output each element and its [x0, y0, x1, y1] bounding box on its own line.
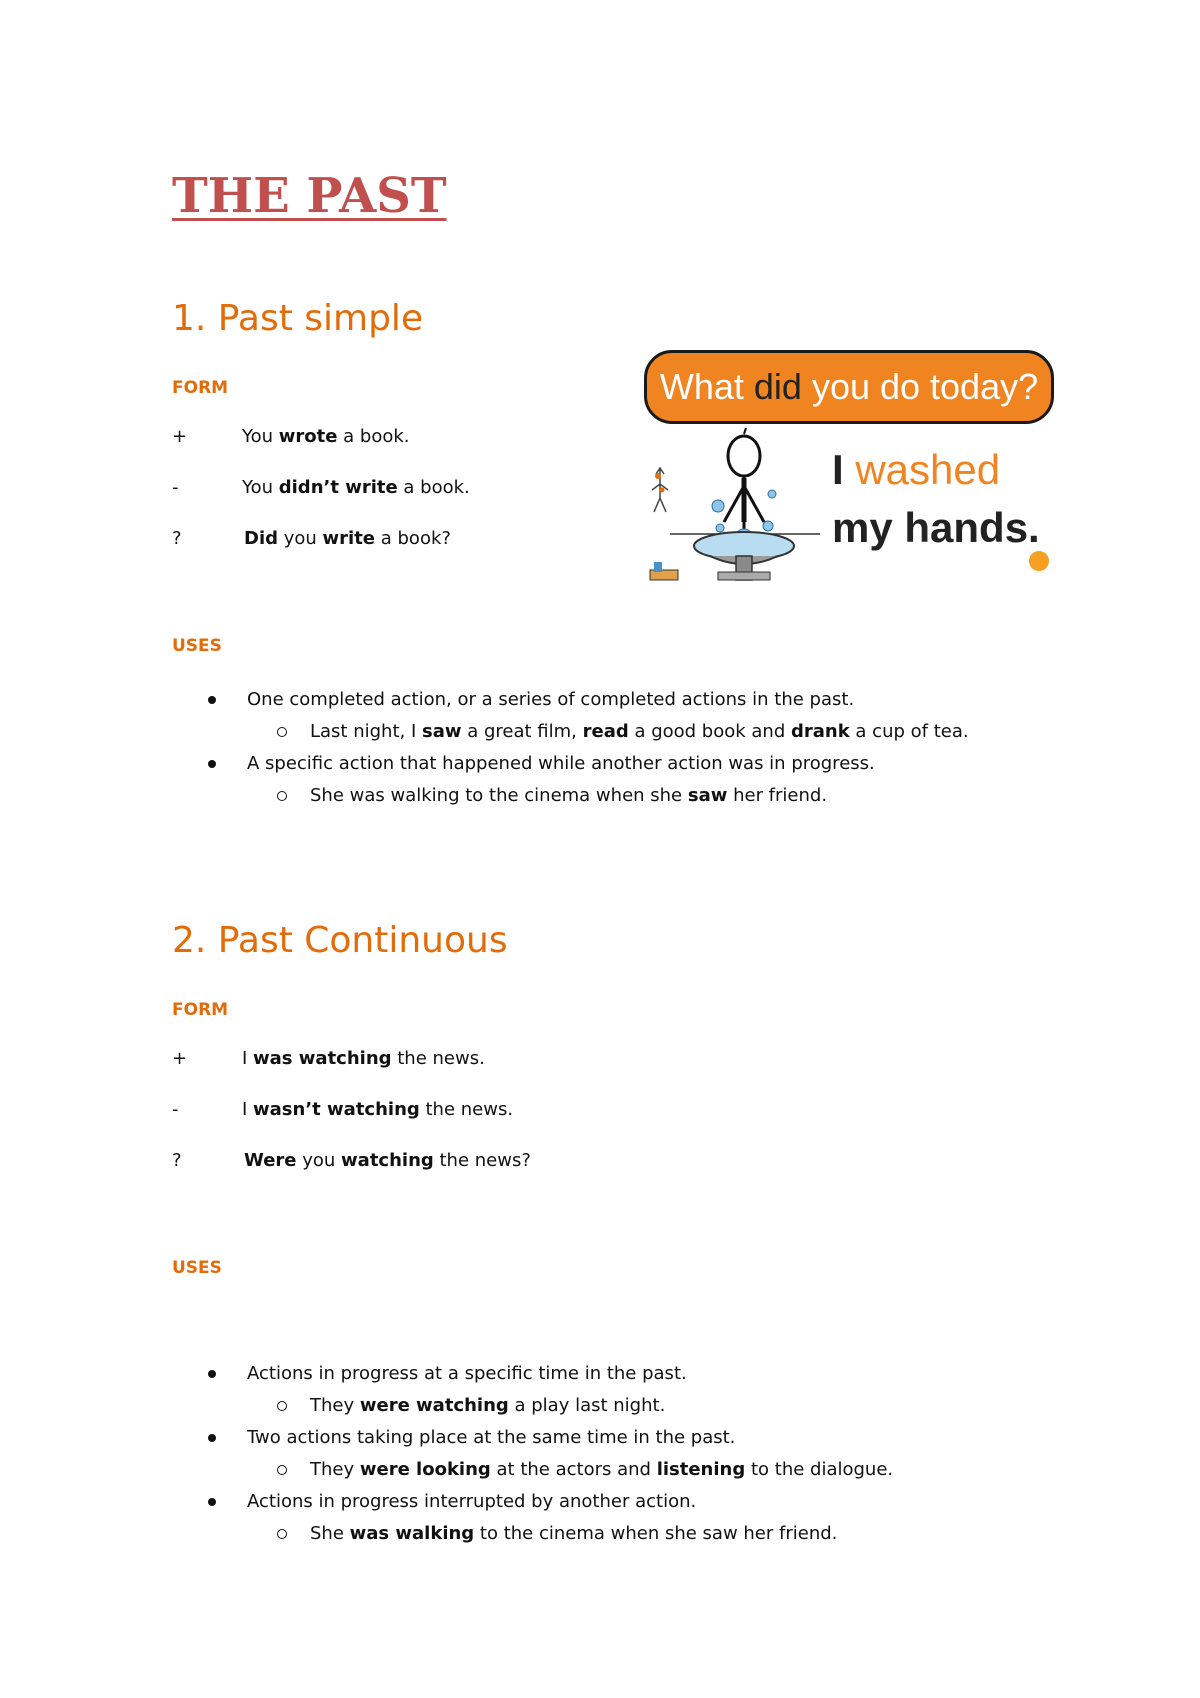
sub-list-item	[200, 780, 969, 812]
answer-pronoun: I	[832, 446, 856, 493]
sub-list-item	[200, 716, 969, 748]
form-sign: -	[172, 1099, 179, 1120]
circle-bullet-icon	[277, 727, 287, 737]
bold-text: were looking	[359, 1459, 491, 1480]
form-row	[172, 426, 410, 452]
text-segment: She was walking to the cinema when she	[310, 785, 688, 806]
uses-list-past-simple	[200, 684, 969, 812]
form-label-past-continuous: FORM	[172, 1000, 229, 1020]
bullet-icon	[208, 760, 216, 768]
text-segment: She	[310, 1523, 350, 1544]
form-row	[172, 1048, 485, 1074]
circle-bullet-icon	[277, 791, 287, 801]
form-sentence	[242, 426, 410, 447]
form-sentence	[244, 1150, 531, 1171]
bubble-segment: What	[659, 366, 754, 407]
text-segment: Actions in progress interrupted by another action.	[247, 1491, 697, 1512]
text-segment: her friend.	[727, 785, 828, 806]
list-item	[200, 1486, 893, 1518]
bold-text: was watching	[253, 1048, 392, 1069]
text-segment: a book.	[397, 477, 470, 498]
form-sign: -	[172, 477, 179, 498]
text-segment: A specific action that happened while another action was in progress.	[247, 753, 875, 774]
logo-icon	[1028, 550, 1050, 572]
text-segment: One completed action, or a series of completed actions in the past.	[247, 689, 855, 710]
text-segment: a book?	[375, 528, 451, 549]
stick-figure-washing-hands-image	[640, 410, 830, 582]
text-segment: Last night, I	[310, 721, 422, 742]
form-row	[172, 477, 470, 503]
text-segment: you	[278, 528, 323, 549]
list-item	[200, 1422, 893, 1454]
bullet-icon	[208, 1498, 216, 1506]
text-segment: Two actions taking place at the same time in the past.	[247, 1427, 736, 1448]
form-row	[172, 1099, 513, 1125]
text-segment: a book.	[337, 426, 410, 447]
bold-text: didn’t write	[278, 477, 398, 498]
bullet-icon	[208, 1370, 216, 1378]
bold-text: write	[322, 528, 376, 549]
list-item	[200, 748, 969, 780]
text-segment: They	[310, 1395, 360, 1416]
section-heading-past-simple: 1. Past simple	[172, 298, 424, 339]
bold-text: was walking	[349, 1523, 475, 1544]
text-segment: to the dialogue.	[745, 1459, 894, 1480]
uses-list-past-continuous	[200, 1358, 893, 1550]
bold-text: read	[582, 721, 629, 742]
form-sentence	[242, 1099, 513, 1120]
text-segment: you	[296, 1150, 342, 1171]
text-segment: a good book and	[628, 721, 791, 742]
text-segment: You	[242, 426, 279, 447]
form-row	[172, 528, 451, 554]
list-item	[200, 1358, 893, 1390]
form-label-past-simple: FORM	[172, 378, 229, 398]
section-heading-past-continuous: 2. Past Continuous	[172, 920, 508, 961]
uses-label-past-continuous: USES	[172, 1258, 222, 1278]
form-sentence	[244, 528, 451, 549]
bullet-icon	[208, 696, 216, 704]
sub-list-item	[200, 1390, 893, 1422]
form-sign: +	[172, 426, 188, 447]
sub-list-item	[200, 1454, 893, 1486]
form-sign: ?	[172, 1150, 182, 1171]
text-segment: to the cinema when she saw her friend.	[474, 1523, 838, 1544]
bold-text: saw	[422, 721, 462, 742]
form-row	[172, 1150, 531, 1176]
speech-bubble-text	[660, 366, 1038, 408]
text-segment: the news.	[391, 1048, 485, 1069]
text-segment: They	[310, 1459, 360, 1480]
text-segment: Actions in progress at a specific time in the past.	[247, 1363, 687, 1384]
text-segment: at the actors and	[490, 1459, 657, 1480]
text-segment: the news?	[433, 1150, 531, 1171]
page-title: THE PAST	[172, 168, 447, 224]
bold-text: Were	[244, 1150, 297, 1171]
form-sign: ?	[172, 528, 182, 549]
bubble-highlight: did	[753, 366, 802, 407]
text-segment: I	[242, 1099, 254, 1120]
text-segment: I	[242, 1048, 254, 1069]
bold-text: listening	[656, 1459, 746, 1480]
uses-label-past-simple: USES	[172, 636, 222, 656]
text-segment: a great film,	[461, 721, 583, 742]
form-sign: +	[172, 1048, 188, 1069]
text-segment: the news.	[419, 1099, 514, 1120]
form-sentence	[242, 1048, 485, 1069]
bold-text: wasn’t watching	[253, 1099, 420, 1120]
answer-verb: washed	[855, 446, 1001, 493]
circle-bullet-icon	[277, 1401, 287, 1411]
text-segment: a cup of tea.	[849, 721, 969, 742]
sub-list-item	[200, 1518, 893, 1550]
bold-text: Did	[244, 528, 278, 549]
bubble-segment: you do today?	[801, 366, 1039, 407]
bold-text: drank	[791, 721, 850, 742]
bold-text: watching	[341, 1150, 434, 1171]
form-sentence	[242, 477, 470, 498]
text-segment: You	[242, 477, 279, 498]
illustration	[640, 346, 1086, 582]
list-item	[200, 684, 969, 716]
answer-line-2: my hands.	[832, 504, 1040, 551]
bold-text: saw	[687, 785, 728, 806]
bold-text: wrote	[278, 426, 338, 447]
circle-bullet-icon	[277, 1529, 287, 1539]
answer-line-1	[832, 446, 1000, 494]
bold-text: were watching	[359, 1395, 509, 1416]
circle-bullet-icon	[277, 1465, 287, 1475]
bullet-icon	[208, 1434, 216, 1442]
text-segment: a play last night.	[508, 1395, 666, 1416]
